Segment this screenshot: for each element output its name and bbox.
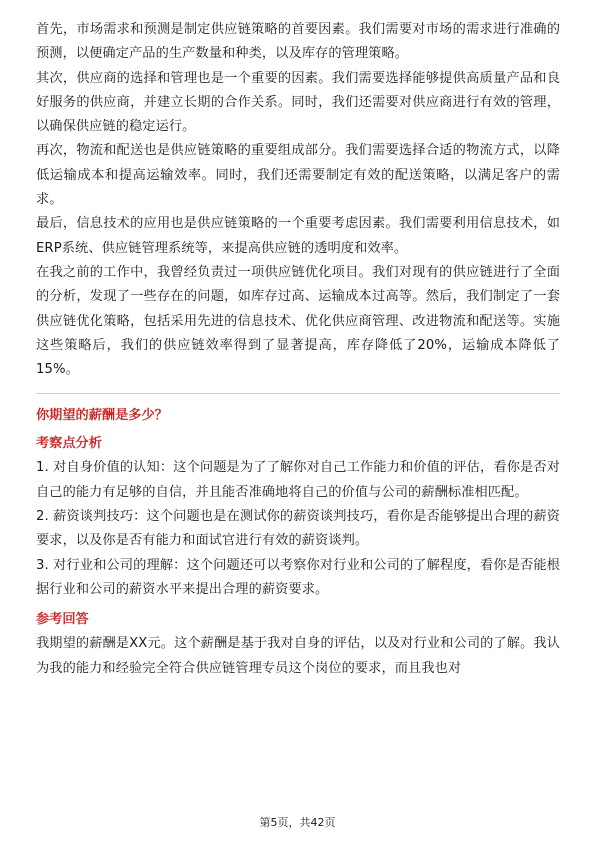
interview-question: 你期望的薪酬是多少？ (36, 408, 168, 424)
intro-paragraph-it: 最后，信息技术的应用也是供应链策略的一个重要考虑因素。我们需要利用信息技术，如ERP系统、供应链管理系统等，来提高供应链的透明度和效率。 (36, 216, 560, 256)
page-number-footer: 第5页，共42页 (259, 816, 336, 829)
analysis-title: 考察点分析 (36, 436, 102, 452)
intro-paragraph-experience: 在我之前的工作中，我曾经负责过一项供应链优化项目。我们对现有的供应链进行了全面的分析，发现了一些存在的问题，如库存过高、运输成本过高等。然后，我们制定了一套供应链优化策略，包括采用先进的信息技术、优化供应商管理、改进物流和配送等。实施这些策略后，我们的供应链效率得到了显著提高，库存降低了20%，运输成本降低了15%。 (36, 264, 560, 378)
intro-paragraph-market: 首先，市场需求和预测是制定供应链策略的首要因素。我们需要对市场的需求进行准确的预测，以便确定产品的生产数量和种类，以及库存的管理策略。 (36, 22, 560, 62)
section-divider (36, 393, 560, 394)
intro-paragraph-supplier: 其次，供应商的选择和管理也是一个重要的因素。我们需要选择能够提供高质量产品和良好服务的供应商，并建立长期的合作关系。同时，我们还需要对供应商进行有效的管理，以确保供应链的稳定运行。 (36, 70, 560, 135)
answer-title: 参考回答 (36, 612, 89, 628)
analysis-item-self-value: 1. 对自身价值的认知：这个问题是为了了解你对自己工作能力和价值的评估，看你是否对自己的能力有足够的自信，并且能否准确地将自己的价值与公司的薪酬标准相匹配。 (36, 460, 560, 500)
page-content (36, 18, 560, 681)
answer-text: 我期望的薪酬是XX元。这个薪酬是基于我对自身的评估，以及对行业和公司的了解。我认为我的能力和经验完全符合供应链管理专员这个岗位的要求，而且我也对 (36, 636, 560, 676)
analysis-item-industry: 3. 对行业和公司的理解：这个问题还可以考察你对行业和公司的了解程度，看你是否能根据行业和公司的薪资水平来提出合理的薪资要求。 (36, 557, 560, 597)
analysis-item-negotiation: 2. 薪资谈判技巧：这个问题也是在测试你的薪资谈判技巧，看你是否能够提出合理的薪资要求，以及你是否有能力和面试官进行有效的薪资谈判。 (36, 509, 560, 549)
intro-paragraph-logistics: 再次，物流和配送也是供应链策略的重要组成部分。我们需要选择合适的物流方式，以降低运输成本和提高运输效率。同时，我们还需要制定有效的配送策略，以满足客户的需求。 (36, 143, 560, 208)
